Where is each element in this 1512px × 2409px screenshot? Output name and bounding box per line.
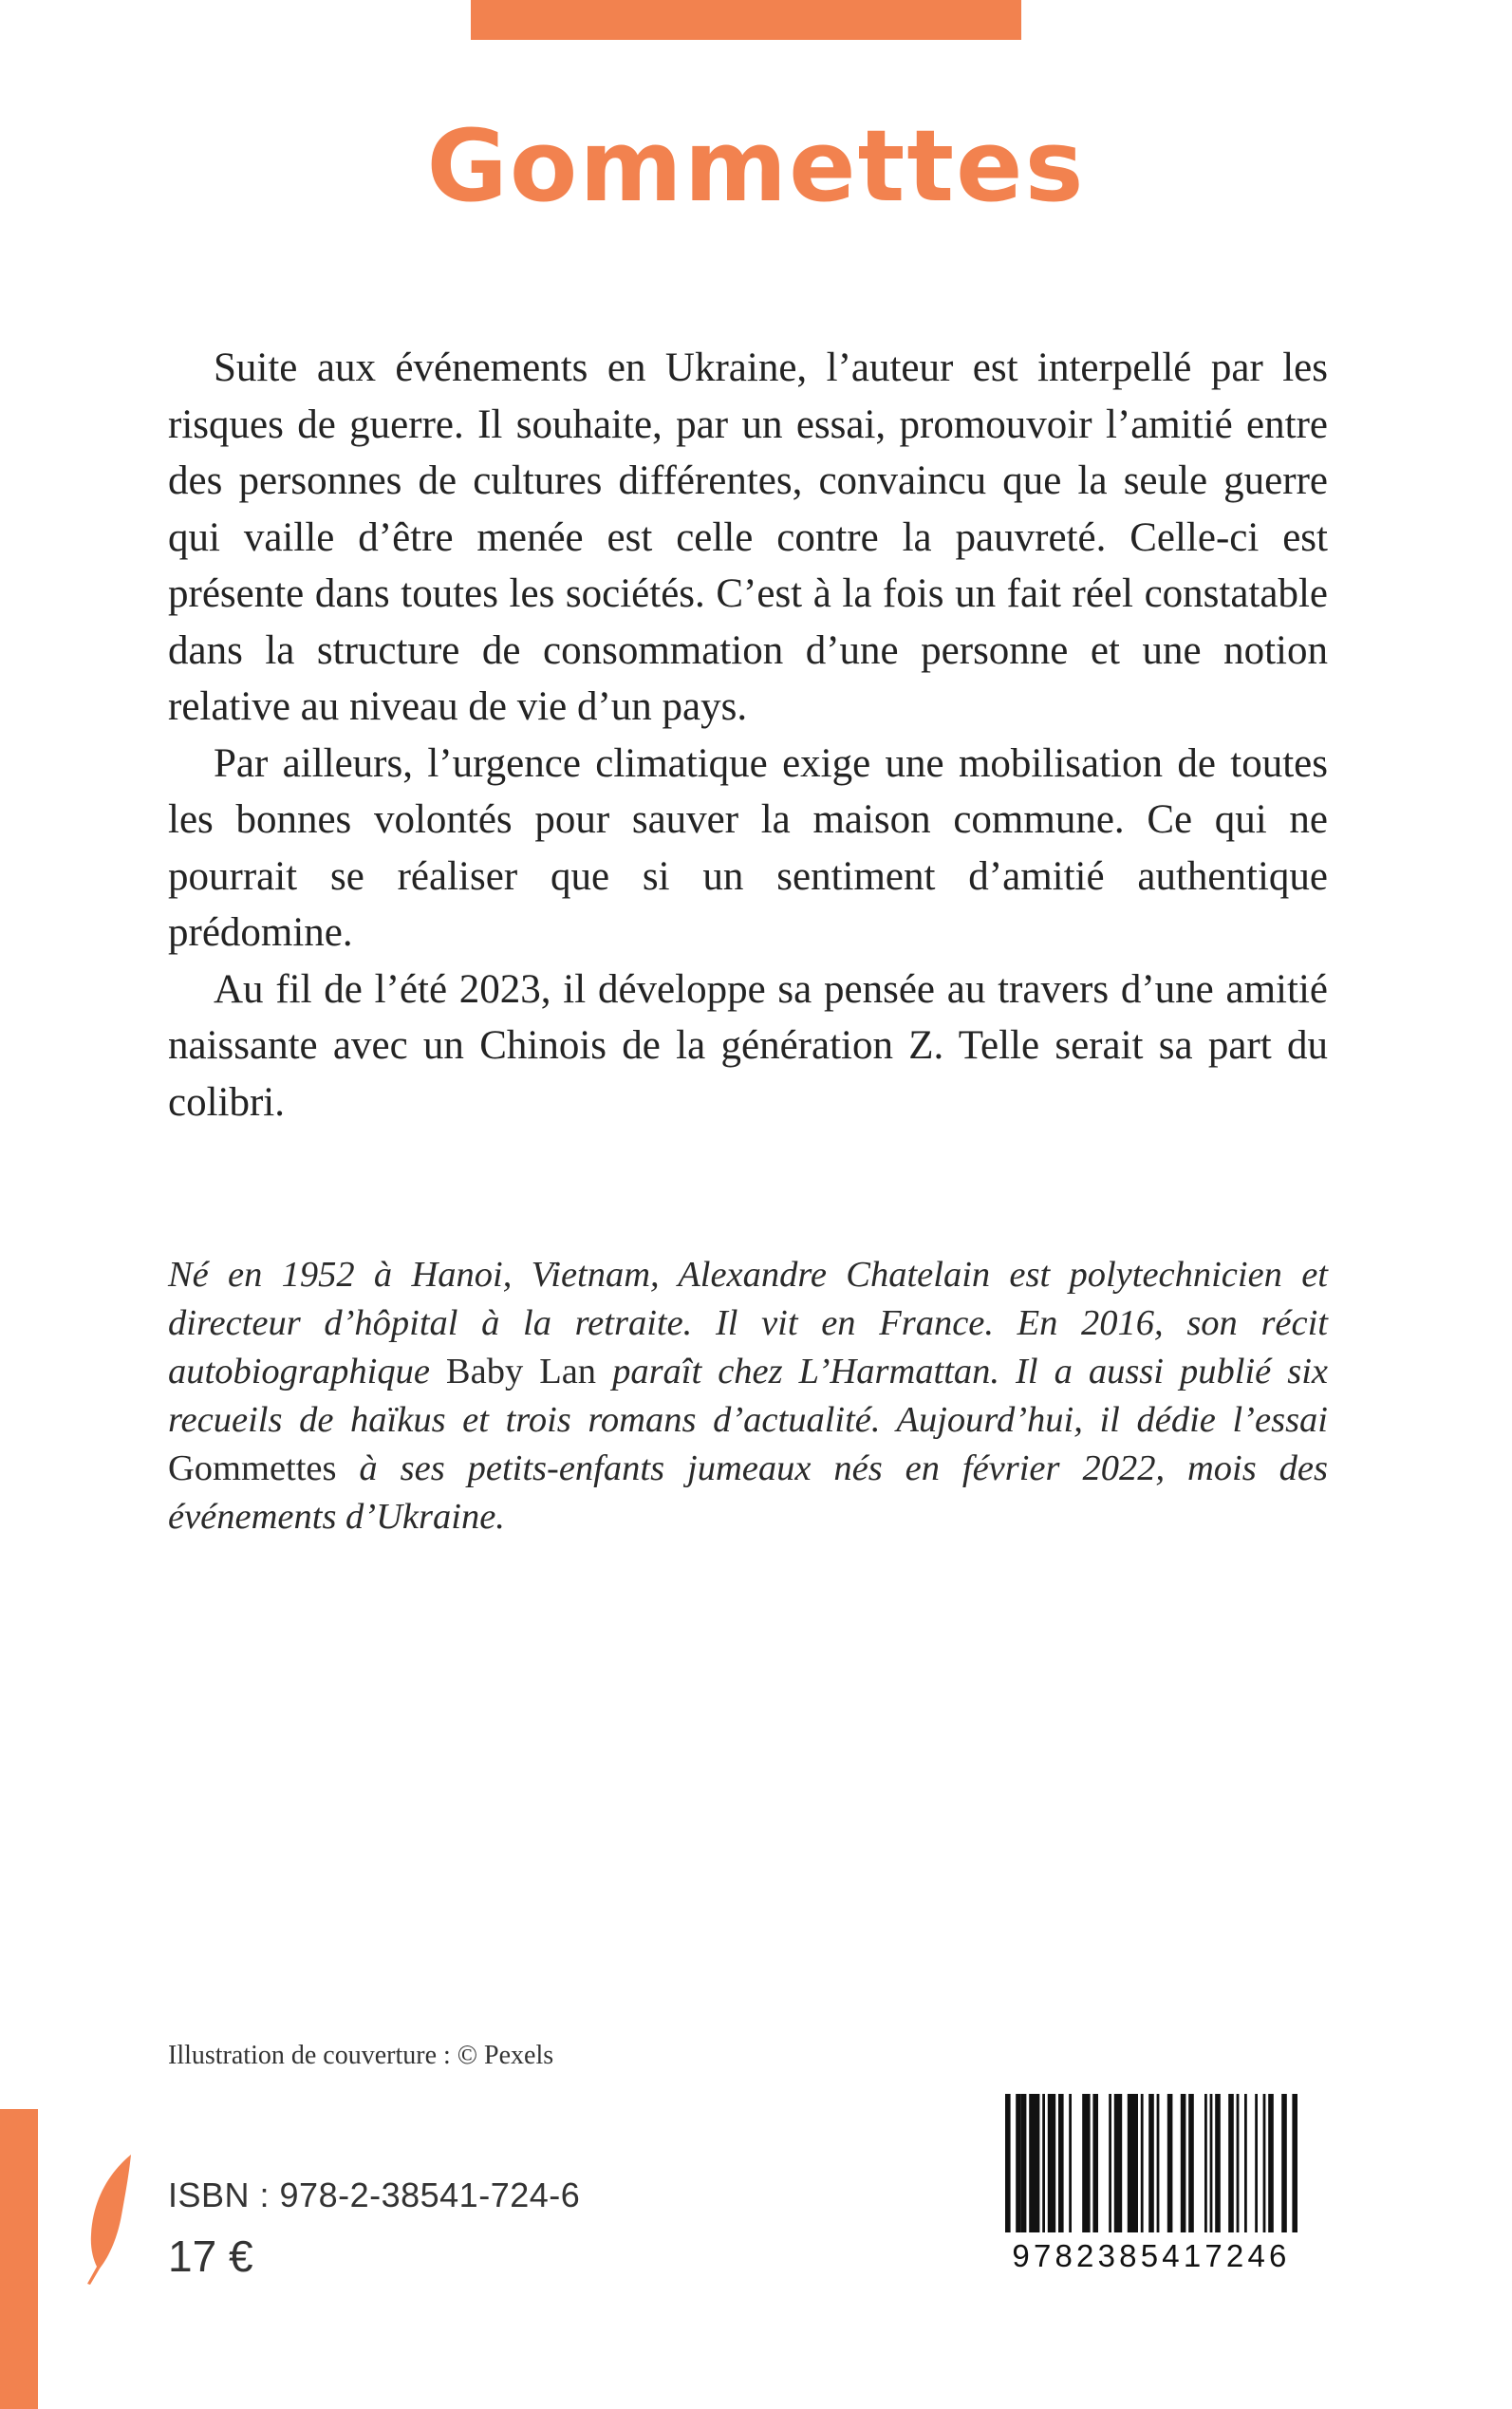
- barcode-bar: [1069, 2094, 1072, 2232]
- barcode-bar: [1058, 2094, 1064, 2232]
- barcode-bar: [1092, 2094, 1098, 2232]
- barcode-bar: [1188, 2094, 1194, 2232]
- bio-book-title-1: Baby Lan: [445, 1352, 597, 1391]
- cover-credit: Illustration de couverture : © Pexels: [168, 2041, 554, 2070]
- bio-text-3: à ses petits-enfants jumeaux nés en février 2022, mois des événements d’Ukraine.: [168, 1448, 1328, 1537]
- blurb-paragraph-3: Au fil de l’été 2023, il développe sa pensée au travers d’une amitié naissante avec un Chinois de la génération Z. Telle serait sa part du colibri.: [168, 966, 1328, 1125]
- book-title: Gommettes: [426, 108, 1086, 224]
- barcode-bar: [1204, 2094, 1207, 2232]
- barcode-bar: [1128, 2094, 1138, 2232]
- bio-text-1: Né en 1952 à Hanoi, Vietnam, Alexandre Chatelain est polytechnicien et directeur d’hôpital à la retraite. Il vit en France. En 2016, son récit autobiographique: [168, 1255, 1328, 1391]
- barcode-bar: [1082, 2094, 1090, 2232]
- barcode-bar: [1048, 2094, 1055, 2232]
- barcode-bar: [1016, 2094, 1021, 2232]
- back-cover-blurb: [168, 340, 1328, 1130]
- barcode-bar: [1255, 2094, 1258, 2232]
- barcode-bar: [1005, 2094, 1011, 2232]
- barcode-bar: [1021, 2094, 1027, 2232]
- barcode-bar: [1029, 2094, 1039, 2232]
- barcode-bar: [1228, 2094, 1234, 2232]
- barcode-bar: [1167, 2094, 1173, 2232]
- feather-icon: [82, 2153, 135, 2286]
- barcode-bar: [1148, 2094, 1154, 2232]
- barcode-bar: [1263, 2094, 1266, 2232]
- barcode-bar: [1237, 2094, 1240, 2232]
- barcode-bar: [1157, 2094, 1160, 2232]
- bio-book-title-2: Gommettes: [168, 1448, 337, 1488]
- blurb-paragraph-1: Suite aux événements en Ukraine, l’auteur est interpellé par les risques de guerre. Il souhaite, par un essai, promouvoir l’amitié entre des personnes de cultures différentes, convaincu que la seule guerre qui vaille d’être menée est celle contre la pauvreté. Celle-ci est présente dans toutes les sociétés. C’est à la fois un fait réel constatable dans la structure de consommation d’une personne et une notion relative au niveau de vie d’un pays.: [168, 345, 1328, 729]
- barcode-bar: [1210, 2094, 1213, 2232]
- bottom-left-accent-bar: [0, 2109, 38, 2409]
- barcode-bar: [1215, 2094, 1221, 2232]
- isbn: ISBN : 978-2-38541-724-6: [168, 2176, 581, 2214]
- price: 17 €: [168, 2232, 253, 2281]
- barcode-bar: [1114, 2094, 1122, 2232]
- barcode-bar: [1109, 2094, 1111, 2232]
- barcode-bar: [1181, 2094, 1186, 2232]
- barcode-bar: [1244, 2094, 1247, 2232]
- author-bio: [168, 1251, 1328, 1541]
- barcode-bar: [1268, 2094, 1274, 2232]
- top-accent-bar: [471, 0, 1021, 40]
- barcode-bar: [1281, 2094, 1287, 2232]
- barcode-icon: [999, 2094, 1303, 2236]
- blurb-paragraph-2: Par ailleurs, l’urgence climatique exige une mobilisation de toutes les bonnes volontés pour sauver la maison commune. Ce qui ne pourrait se réaliser que si un sentiment d’amitié authentique prédomine.: [168, 740, 1328, 955]
- barcode-bar: [1141, 2094, 1144, 2232]
- bio-text-2: paraît chez L’Harmattan. Il a aussi publié six recueils de haïkus et trois romans d’actualité. Aujourd’hui, il dédie l’essai: [168, 1352, 1328, 1440]
- barcode-digits: 9782385417246: [1012, 2238, 1291, 2273]
- barcode-bar: [1292, 2094, 1297, 2232]
- barcode-bar: [1042, 2094, 1045, 2232]
- barcode: [967, 2075, 1335, 2291]
